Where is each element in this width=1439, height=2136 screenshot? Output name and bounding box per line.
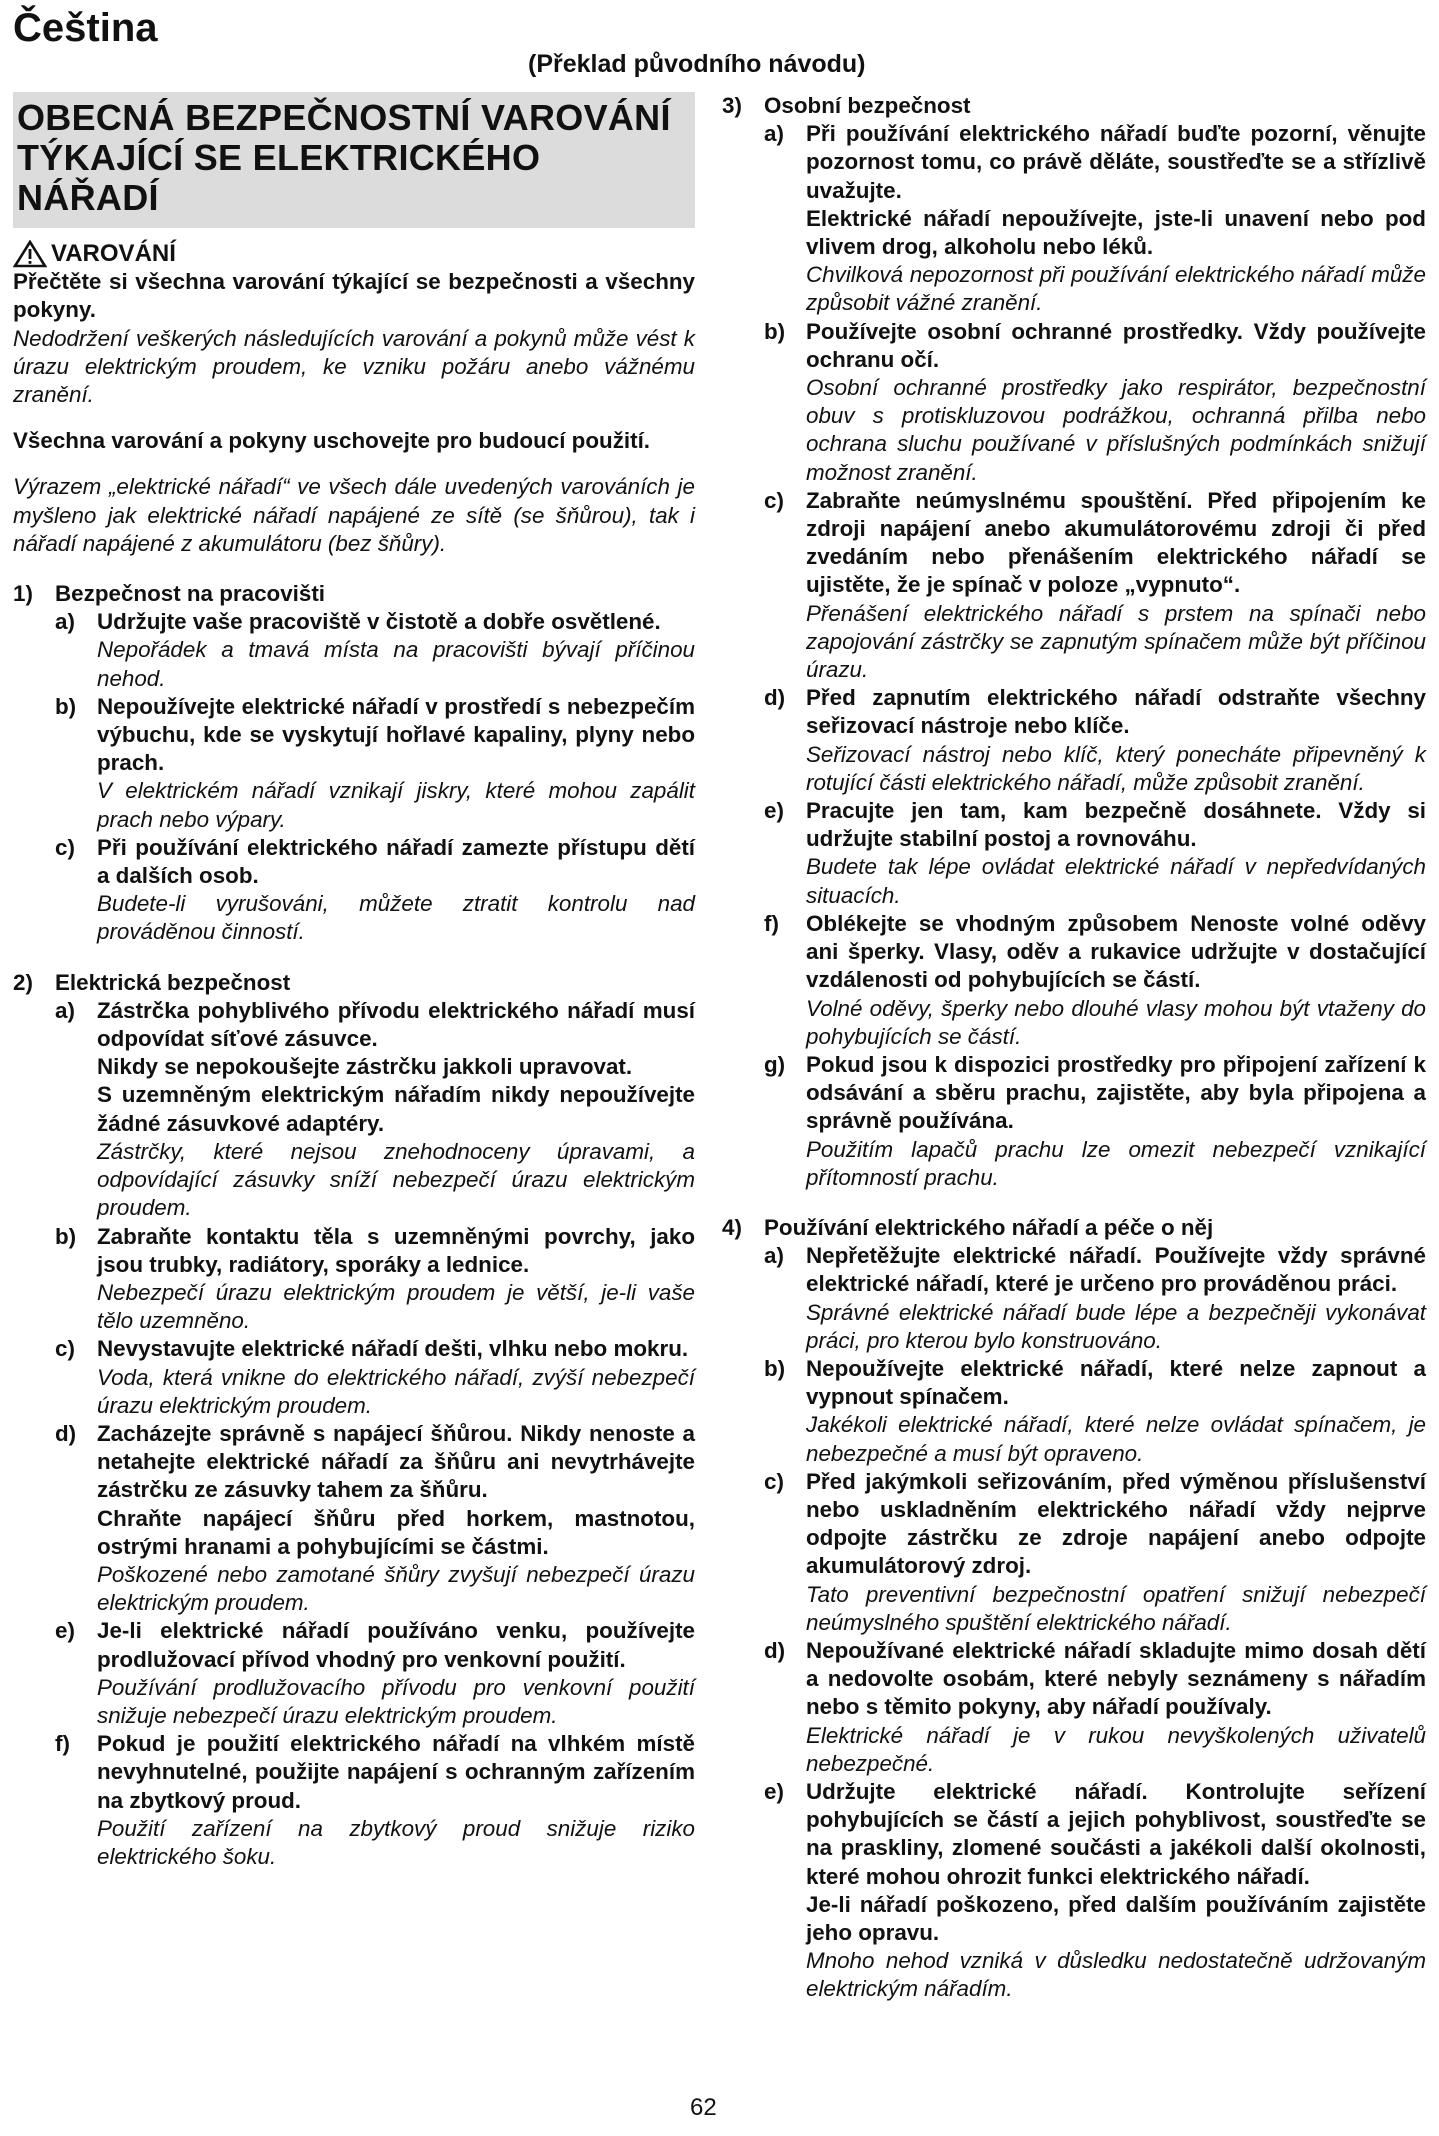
item-explanation: Poškozené nebo zamotané šňůry zvyšují nebezpečí úrazu elektrickým proudem. [97, 1561, 695, 1616]
warning-label: VAROVÁNÍ [51, 240, 176, 267]
item-instruction: Při používání elektrického nářadí zamezte přístupu dětí a dalších osob. [97, 834, 695, 889]
item-explanation: Mnoho nehod vzniká v důsledku nedostatečně udržovaným elektrickým nářadím. [806, 1948, 1426, 2002]
item-letter: b) [764, 318, 786, 344]
item-instruction: Zabraňte kontaktu těla s uzemněnými povrchy, jako jsou trubky, radiátory, sporáky a lednice. [97, 1223, 695, 1277]
item-explanation: Použitím lapačů prachu lze omezit nebezpečí vznikající přítomností prachu. [806, 1136, 1426, 1190]
item-instruction: Používejte osobní ochranné prostředky. Vždy používejte ochranu očí. [806, 318, 1426, 372]
item-instruction: Udržujte elektrické nářadí. Kontrolujte seřízení pohybujících se částí a jejich pohyblivost, soustřeďte se na praskliny, zlomené součásti a jakékoli další okolnosti, které mohou ohrozit funkci elektrického nářadí. [806, 1778, 1426, 1889]
item-letter: c) [55, 834, 75, 860]
list-item [764, 910, 1426, 1051]
list-item [764, 318, 1426, 487]
section-number: 4) [722, 1214, 742, 1240]
section-title: Osobní bezpečnost [764, 93, 971, 118]
item-explanation: Tato preventivní bezpečnostní opatření snižují nebezpečí neúmyslného spuštění elektrického nářadí. [806, 1581, 1426, 1635]
item-explanation: Zástrčky, které nejsou znehodnoceny úpravami, a odpovídající zásuvky sníží nebezpečí úrazu elektrickým proudem. [97, 1138, 695, 1221]
section-title: Elektrická bezpečnost [55, 969, 291, 995]
item-instruction: Nepoužívejte elektrické nářadí, které nelze zapnout a vypnout spínačem. [806, 1355, 1426, 1410]
item-explanation: Chvilková nepozornost při používání elektrického nářadí může způsobit vážné zranění. [806, 262, 1426, 316]
item-explanation: Správné elektrické nářadí bude lépe a bezpečněji vykonávat práci, pro kterou bylo konstruováno. [806, 1299, 1426, 1353]
item-letter: c) [55, 1336, 75, 1362]
item-letter: a) [55, 997, 75, 1023]
item-explanation: Seřizovací nástroj nebo klíč, který ponecháte připevněný k rotující části elektrického nářadí, může způsobit zranění. [806, 741, 1426, 795]
item-letter: a) [55, 609, 75, 635]
item-letter: d) [764, 685, 786, 711]
item-explanation: V elektrickém nářadí vznikají jiskry, které mohou zapálit prach nebo výpary. [97, 778, 695, 832]
section-title: Používání elektrického nářadí a péče o něj [764, 1214, 1214, 1240]
item-explanation: Používání prodlužovacího přívodu pro venkovní použití snižuje nebezpečí úrazu elektrickým proudem. [97, 1674, 695, 1728]
section-3-heading [722, 92, 1426, 120]
item-instruction: Nepoužívané elektrické nářadí skladujte mimo dosah dětí a nedovolte osobám, které nebyly seznámeny s nářadím nebo s těmito pokyny, aby nářadí používaly. [806, 1637, 1426, 1720]
item-letter: e) [764, 798, 784, 824]
list-item [55, 608, 695, 693]
item-instruction: Pokud jsou k dispozici prostředky pro připojení zařízení k odsávání a sběru prachu, zajistěte, aby byla připojena a správně používána. [806, 1051, 1426, 1134]
list-item [764, 120, 1426, 317]
item-explanation: Nepořádek a tmavá místa na pracovišti bývají příčinou nehod. [97, 637, 695, 691]
list-item [55, 693, 695, 834]
title-line-2: TÝKAJÍCÍ SE ELEKTRICKÉHO [17, 137, 541, 178]
item-letter: b) [55, 693, 77, 719]
list-item [764, 1051, 1426, 1192]
right-column [722, 92, 1426, 2004]
item-letter: d) [764, 1637, 786, 1663]
item-explanation: Budete-li vyrušováni, můžete ztratit kontrolu nad prováděnou činností. [97, 891, 695, 945]
list-item [764, 487, 1426, 684]
item-instruction: Při používání elektrického nářadí buďte pozorní, věnujte pozornost tomu, co právě děláte, soustřeďte se a střízlivě uvažujte. [806, 121, 1426, 203]
item-explanation: Jakékoli elektrické nářadí, které nelze ovládat spínačem, je nebezpečné a musí být opraveno. [806, 1412, 1426, 1466]
item-letter: b) [764, 1355, 786, 1381]
item-letter: e) [764, 1778, 784, 1804]
item-explanation: Použití zařízení na zbytkový proud snižuje riziko elektrického šoku. [97, 1815, 695, 1869]
list-item [764, 684, 1426, 797]
list-item [764, 1637, 1426, 1778]
item-explanation: Voda, která vnikne do elektrického nářadí, zvýší nebezpečí úrazu elektrickým proudem. [97, 1364, 695, 1418]
item-instruction: Zacházejte správně s napájecí šňůrou. Nikdy nenoste a netahejte elektrické nářadí za šňůru ani nevytrhávejte zástrčku ze zásuvky tahem za šňůru. [97, 1420, 695, 1503]
item-letter: g) [764, 1051, 786, 1077]
item-instruction: Je-li elektrické nářadí používáno venku, používejte prodlužovací přívod vhodný pro venkovní použití. [97, 1618, 695, 1672]
item-instruction: Pracujte jen tam, kam bezpečně dosáhnete. Vždy si udržujte stabilní postoj a rovnováhu. [806, 798, 1426, 852]
list-item [55, 1730, 695, 1871]
list-item [55, 1335, 695, 1420]
item-explanation: Nebezpečí úrazu elektrickým proudem je větší, je-li vaše tělo uzemněno. [97, 1279, 695, 1334]
list-item [764, 1355, 1426, 1468]
item-letter: d) [55, 1420, 77, 1446]
item-instruction: Zabraňte neúmyslnému spouštění. Před připojením ke zdroji napájení anebo akumulátorovému zdroji či před zvedáním nebo přenášením elektrického nářadí se ujistěte, že je spínač v poloze „vypnuto“. [806, 487, 1426, 598]
item-instruction: Udržujte vaše pracoviště v čistotě a dobře osvětlené. [97, 609, 661, 635]
item-letter: c) [764, 487, 784, 513]
warning-keep-instructions: Všechna varování a pokyny uschovejte pro budoucí použití. [13, 428, 651, 454]
page-number: 62 [690, 2094, 717, 2121]
item-letter: e) [55, 1618, 75, 1644]
warning-read-all: Přečtěte si všechna varování týkající se bezpečnosti a všechny pokyny. [13, 269, 695, 323]
title-line-3: NÁŘADÍ [17, 177, 159, 218]
item-explanation: Volné oděvy, šperky nebo dlouhé vlasy mohou být vtaženy do pohybujících se částí. [806, 995, 1426, 1049]
section-number: 3) [722, 93, 742, 118]
section-2-heading [13, 969, 695, 997]
translation-subtitle: (Překlad původního návodu) [528, 50, 866, 78]
warning-triangle-icon [13, 240, 47, 268]
warning-consequences: Nedodržení veškerých následujících varování a pokynů může vést k úrazu elektrickým proudem, ke vzniku požáru anebo vážnému zranění. [13, 325, 695, 408]
language-heading: Čeština [13, 6, 158, 50]
item-instruction: Oblékejte se vhodným způsobem Nenoste volné oděvy ani šperky. Vlasy, oděv a rukavice udržujte v dostačující vzdálenosti od pohybujících se částí. [806, 910, 1426, 993]
warning-definition: Výrazem „elektrické nářadí“ ve všech dále uvedených varováních je myšleno jak elektrické nářadí napájené ze sítě (se šňůrou), tak i nářadí napájené z akumulátoru (bez šňůry). [13, 474, 695, 556]
item-instruction: Je-li nářadí poškozeno, před dalším používáním zajistěte jeho opravu. [806, 1891, 1426, 1945]
item-letter: a) [764, 1243, 784, 1269]
item-instruction: Před zapnutím elektrického nářadí odstraňte všechny seřizovací nástroje nebo klíče. [806, 685, 1426, 739]
item-instruction: Elektrické nářadí nepoužívejte, jste-li unavení nebo pod vlivem drog, alkoholu nebo léků. [806, 205, 1426, 260]
list-item [764, 1242, 1426, 1355]
item-explanation: Budete tak lépe ovládat elektrické nářadí v nepředvídaných situacích. [806, 854, 1426, 908]
section-title: Bezpečnost na pracovišti [55, 581, 326, 607]
list-item [55, 1223, 695, 1336]
list-item [55, 997, 695, 1223]
warning-heading [13, 240, 695, 268]
item-explanation: Osobní ochranné prostředky jako respirátor, bezpečnostní obuv s protiskluzovou podrážkou, ochranná přilba nebo ochrana sluchu používané v příslušných podmínkách snižují možnost zranění. [806, 375, 1426, 485]
left-column [13, 92, 695, 1871]
item-letter: a) [764, 121, 784, 147]
item-instruction: Nevystavujte elektrické nářadí dešti, vlhku nebo mokru. [97, 1336, 689, 1362]
item-explanation: Přenášení elektrického nářadí s prstem na spínači nebo zapojování zástrčky se zapnutým spínačem může být příčinou úrazu. [806, 600, 1426, 683]
item-instruction: Nikdy se nepokoušejte zástrčku jakkoli upravovat. [97, 1054, 633, 1080]
item-instruction: Chraňte napájecí šňůru před horkem, mastnotou, ostrými hranami a pohybujícími se částmi. [97, 1505, 695, 1559]
list-item [55, 1617, 695, 1730]
list-item [764, 797, 1426, 910]
item-instruction: Pokud je použití elektrického nářadí na vlhkém místě nevyhnutelné, použijte napájení s ochranným zařízením na zbytkový proud. [97, 1731, 695, 1813]
section-4-heading [722, 1214, 1426, 1242]
section-1-heading [13, 580, 695, 608]
item-letter: b) [55, 1223, 77, 1249]
item-instruction: S uzemněným elektrickým nářadím nikdy nepoužívejte žádné zásuvkové adaptéry. [97, 1082, 695, 1136]
item-letter: f) [55, 1731, 70, 1757]
item-instruction: Nepoužívejte elektrické nářadí v prostředí s nebezpečím výbuchu, kde se vyskytují hořlavé kapaliny, plyny nebo prach. [97, 693, 695, 776]
item-instruction: Před jakýmkoli seřizováním, před výměnou příslušenství nebo uskladněním elektrického nářadí vždy nejprve odpojte zástrčku ze zdroje napájení anebo odpojte akumulátorový zdroj. [806, 1468, 1426, 1579]
list-item [55, 834, 695, 947]
section-title-box [13, 92, 695, 228]
item-instruction: Zástrčka pohyblivého přívodu elektrického nářadí musí odpovídat síťové zásuvce. [97, 997, 695, 1052]
item-letter: f) [764, 910, 779, 936]
item-explanation: Elektrické nářadí je v rukou nevyškolených uživatelů nebezpečné. [806, 1722, 1426, 1776]
list-item [764, 1778, 1426, 2004]
section-number: 2) [13, 969, 33, 995]
item-letter: c) [764, 1468, 784, 1494]
list-item [764, 1468, 1426, 1637]
item-instruction: Nepřetěžujte elektrické nářadí. Používejte vždy správné elektrické nářadí, které je určeno pro prováděnou práci. [806, 1243, 1426, 1297]
title-line-1: OBECNÁ BEZPEČNOSTNÍ VAROVÁNÍ [17, 97, 671, 138]
section-number: 1) [13, 581, 33, 607]
list-item [55, 1420, 695, 1617]
